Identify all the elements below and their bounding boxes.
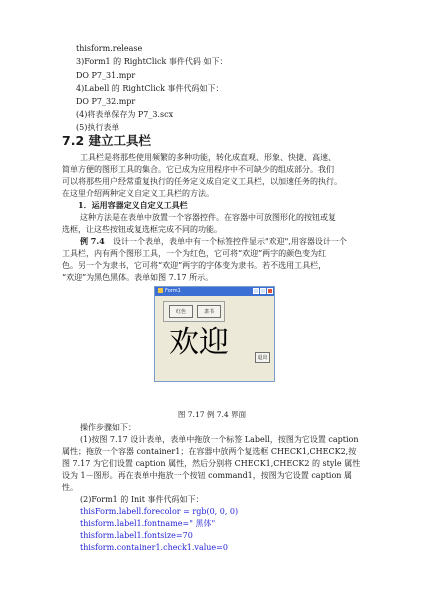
form-title-bar [155,287,274,296]
code-line: thisForm.labell.forecolor = rgb(0, 0, 0) [80,507,239,516]
section-heading: 7.2 建立工具栏 [62,133,151,148]
paragraph-line: 设计一个表单，表单中有一个标签控件显示"欢迎",用容器设计一个 [113,237,347,246]
subheading: 1．运用容器定义自定义工具栏 [78,200,188,210]
toolbar-container [163,301,225,322]
paragraph-line: 色。另一个为隶书，它可将“欢迎”两字的字体变为隶书。若不选用工具栏， [62,261,327,270]
close-icon [267,288,273,294]
paragraph-line: (1)按图 7.17 设计表单，表单中拖放一个标签 Labell，按图为它设置 caption [80,435,359,444]
text-line: DO P7_32.mpr [76,97,136,106]
text-line: (4)将表单保存为 P7_3.scx [76,110,174,119]
minimize-icon [253,288,259,294]
red-toggle-button: 红色 [169,305,193,318]
paragraph-line: 可以将那些用户经常重复执行的任务定义成自定义工具栏，以加速任务的执行。 [62,177,342,186]
code-line: thisform.label1.fontname=" 黑体" [80,519,216,528]
code-line: thisform.container1.check1.value=0 [80,543,228,552]
form-window-figure [154,286,275,382]
paragraph-line: 这种方法是在表单中放置一个容器控件。在容器中可放图形化的按钮或复 [80,213,336,222]
form-title: Form1 [165,288,181,294]
paragraph-line: 工具栏，内有两个图形工具，一个为红色，它可将“欢迎”两字的颜色变为红 [62,249,327,258]
paragraph-line: 工具栏是将那些使用频繁的多种功能，转化成直观、形象、快捷、高速、 [80,153,336,162]
paragraph-line: 设为 1－图形。再在表单中拖放一个按钮 command1，按图为它设置 caption 属 [62,471,352,480]
quit-button: 退出 [255,352,270,363]
text-line: 3)Form1 的 RightClick 事件代码 如下： [76,57,228,66]
figure-caption: 图 7.17 例 7.4 界面 [177,410,247,419]
paragraph-line: 图 7.17 为它们设置 caption 属性，然后分别将 CHECK1,CHECK2 的 style 属性 [62,459,361,468]
paragraph-line: “欢迎”为黑色黑体。表单如图 7.17 所示。 [62,273,214,282]
paragraph-line: 属性；拖放一个容器 container1；在容器中放两个复选框 CHECK1,CHECK2,按 [62,447,357,456]
welcome-label: 欢迎 [169,325,229,360]
maximize-icon [260,288,266,294]
text-line: 4)Labell 的 RightClick 事件代码如下： [76,84,224,93]
paragraph-line: 性。 [62,483,78,492]
example-label: 例 7.4 [80,236,105,246]
paragraph-line: 在这里介绍两种定义自定义工具栏的方法。 [62,189,214,198]
code-line: thisform.label1.fontsize=70 [80,531,193,540]
paragraph-line: 简单方便的图形工具的集合。它已成为应用程序中不可缺少的组成部分。我们 [62,165,334,174]
form-app-icon [158,288,163,293]
paragraph-line: (2)Form1 的 Init 事件代码如下： [80,495,204,504]
text-line: (5)执行表单 [76,123,120,132]
text-line: thisform.release [76,44,143,53]
text-line: DO P7_31.mpr [76,71,136,80]
paragraph-line: 操作步骤如下： [80,423,136,432]
paragraph-line: 选框，让这些按钮或复选框完成不同的功能。 [62,225,222,234]
lishu-toggle-button: 隶书 [197,305,221,318]
